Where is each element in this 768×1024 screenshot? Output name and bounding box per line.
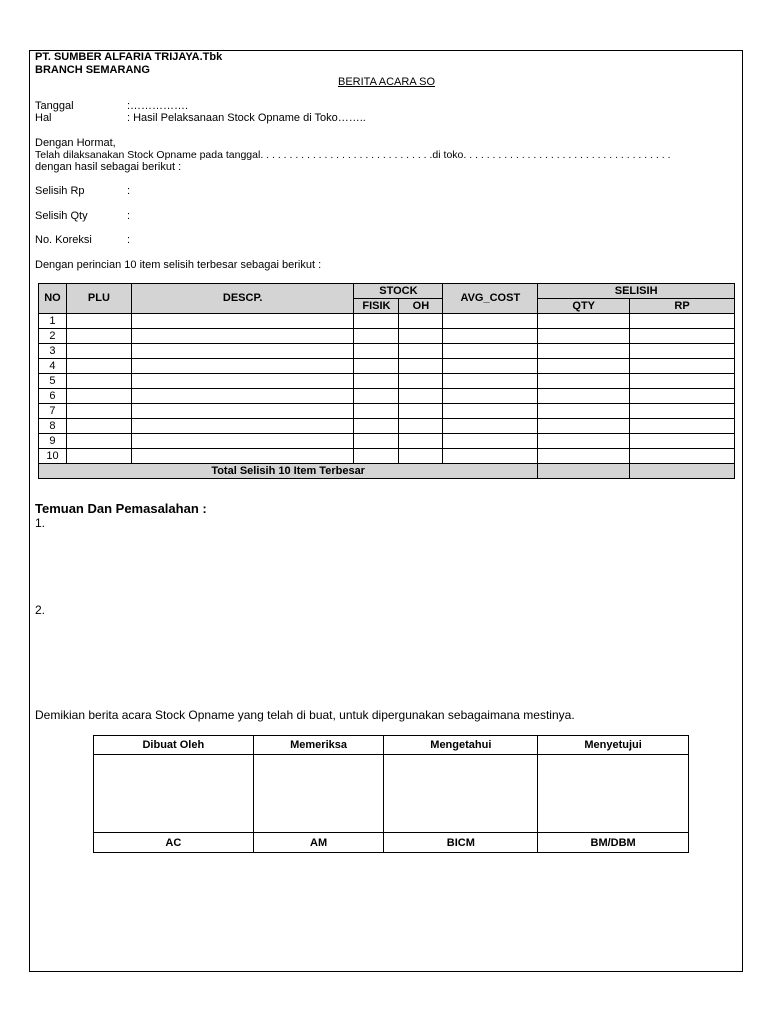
signature-space [538,755,689,833]
stock-table [38,283,735,479]
signature-space [94,755,254,833]
table-row [39,449,735,464]
header-selisih: SELISIH [538,284,735,299]
header-qty: QTY [538,299,630,314]
finding-item-1: 1. [35,516,46,530]
perincian-text: Dengan perincian 10 item selisih terbesar sebagai berikut : [35,259,322,271]
signature-table [93,735,689,853]
finding-item-2: 2. [35,603,46,617]
row-number: 7 [39,404,67,419]
sig-role-bicm: BICM [384,833,538,853]
header-no: NO [39,284,67,314]
header-fisik: FISIK [354,299,399,314]
table-row [39,359,735,374]
signature-space [253,755,384,833]
table-row [39,434,735,449]
intro-line: Telah dilaksanakan Stock Opname pada tanggal. . . . . . . . . . . . . . . . . . . . . . . . . . . . . .di toko. . . . . . . . . . . . . . . . . . . . . . . . . . . . . . . . . . . . [35,149,671,161]
table-row [39,329,735,344]
sig-role-bm-dbm: BM/DBM [538,833,689,853]
sig-header-mengetahui: Mengetahui [384,736,538,755]
row-number: 4 [39,359,67,374]
hal-value: : Hasil Pelaksanaan Stock Opname di Toko…….. [127,112,366,124]
greeting: Dengan Hormat, [35,137,116,149]
total-row [39,464,735,479]
sig-header-dibuat-oleh: Dibuat Oleh [94,736,254,755]
sig-role-am: AM [253,833,384,853]
sig-role-ac: AC [94,833,254,853]
no-koreksi-colon: : [127,234,131,246]
selisih-qty-colon: : [127,210,131,222]
header-avg-cost: AVG_COST [443,284,538,314]
no-koreksi-label: No. Koreksi [35,234,92,246]
tanggal-value: :……………. [127,100,189,112]
header-rp: RP [630,299,735,314]
header-plu: PLU [66,284,131,314]
header-descp: DESCP. [131,284,354,314]
selisih-rp-label: Selisih Rp [35,185,85,197]
row-number: 1 [39,314,67,329]
header-stock: STOCK [354,284,443,299]
signature-space [384,755,538,833]
selisih-rp-colon: : [127,185,131,197]
findings-heading: Temuan Dan Pemasalahan : [35,501,207,516]
row-number: 3 [39,344,67,359]
sig-header-menyetujui: Menyetujui [538,736,689,755]
table-row [39,404,735,419]
closing-text: Demikian berita acara Stock Opname yang telah di buat, untuk dipergunakan sebagaimana mestinya. [35,708,575,722]
table-row [39,374,735,389]
table-row [39,389,735,404]
total-label: Total Selisih 10 Item Terbesar [39,464,538,479]
row-number: 5 [39,374,67,389]
tanggal-label: Tanggal [35,100,74,112]
intro-line-2: dengan hasil sebagai berikut : [35,161,182,173]
document-title: BERITA ACARA SO [338,76,435,88]
selisih-qty-label: Selisih Qty [35,210,88,222]
company-name: PT. SUMBER ALFARIA TRIJAYA.Tbk [35,51,223,63]
table-row [39,314,735,329]
row-number: 10 [39,449,67,464]
row-number: 2 [39,329,67,344]
row-number: 9 [39,434,67,449]
table-row [39,419,735,434]
row-number: 8 [39,419,67,434]
sig-header-memeriksa: Memeriksa [253,736,384,755]
header-oh: OH [399,299,443,314]
table-row [39,344,735,359]
hal-label: Hal [35,112,52,124]
branch-name: BRANCH SEMARANG [35,64,150,76]
row-number: 6 [39,389,67,404]
